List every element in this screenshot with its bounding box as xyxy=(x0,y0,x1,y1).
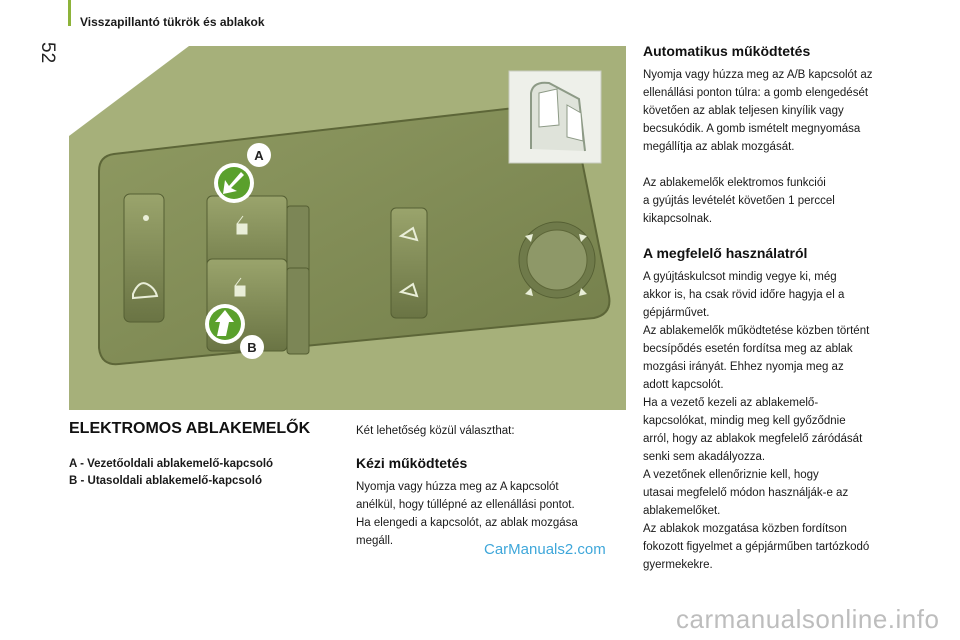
text-line: arról, hogy az ablakok megfelelő záródását xyxy=(643,433,863,445)
legend-item-b: B - Utasoldali ablakemelő-kapcsoló xyxy=(69,475,263,487)
legend-item-a: A - Vezetőoldali ablakemelő-kapcsoló xyxy=(69,458,274,470)
text-line: adott kapcsolót. xyxy=(643,379,724,391)
text-line: kikapcsolnak. xyxy=(643,213,713,225)
lock-switch xyxy=(124,194,164,322)
switch-panel-drawing xyxy=(69,46,626,410)
indicator-dot xyxy=(143,215,149,221)
intro-text: Két lehetőség közül választhat: xyxy=(356,425,515,437)
text-line: Ha a vezető kezeli az ablakemelő- xyxy=(643,397,819,409)
text-line: Az ablakok mozgatása közben fordítson xyxy=(643,523,847,535)
text-line: megáll. xyxy=(356,535,394,547)
text-line: anélkül, hogy túllépné az ellenállási pontot. xyxy=(356,499,575,511)
right-column xyxy=(643,42,923,574)
label-a: A xyxy=(254,148,264,163)
text-line: gépjárművet. xyxy=(643,307,710,319)
legend xyxy=(69,456,339,490)
text-line: utasai megfelelő módon használják-e az xyxy=(643,487,849,499)
text-line: gyermekekre. xyxy=(643,559,713,571)
middle-column xyxy=(356,422,621,550)
manual-operation-text xyxy=(356,478,621,550)
electric-function-text xyxy=(643,174,923,228)
text-line: becsípődés esetén fordítsa meg az ablak xyxy=(643,343,853,355)
text-line: akkor is, ha csak rövid időre hagyja el a xyxy=(643,289,845,301)
page-number: 52 xyxy=(37,42,58,64)
automatic-operation-title: Automatikus működtetés xyxy=(643,43,811,59)
page-title: ELEKTROMOS ABLAKEMELŐK xyxy=(69,420,311,437)
label-b-badge xyxy=(240,335,264,359)
text-line: ellenállási ponton túlra: a gomb elengedését xyxy=(643,87,869,99)
proper-use-title: A megfelelő használatról xyxy=(643,245,808,261)
text-line: Az ablakemelők elektromos funkciói xyxy=(643,177,826,189)
manual-operation-title: Kézi működtetés xyxy=(356,455,468,471)
label-a-badge xyxy=(247,143,271,167)
van-thumbnail xyxy=(509,71,601,163)
window-switch-illustration xyxy=(69,46,626,410)
automatic-operation-text xyxy=(643,66,923,156)
text-line: kapcsolókat, mindig meg kell győződnie xyxy=(643,415,846,427)
text-line: becsukódik. A gomb ismételt megnyomása xyxy=(643,123,861,135)
text-line: ablakemelőket. xyxy=(643,505,721,517)
text-line: Az ablakemelők működtetése közben történt xyxy=(643,325,870,337)
text-line: Nyomja vagy húzza meg az A kapcsolót xyxy=(356,481,559,493)
text-line: Ha elengedi a kapcsolót, az ablak mozgása xyxy=(356,517,578,529)
text-line: Nyomja vagy húzza meg az A/B kapcsolót az xyxy=(643,69,873,81)
text-line: követően az ablak teljesen kinyílik vagy xyxy=(643,105,844,117)
carmanuals-watermark[interactable]: CarManuals2.com xyxy=(484,541,606,558)
arrow-down-icon xyxy=(214,163,254,203)
label-b: B xyxy=(247,340,257,355)
text-line: mozgási irányát. Ehhez nyomja meg az xyxy=(643,361,844,373)
proper-use-text xyxy=(643,268,923,574)
switch-side-block-bottom xyxy=(287,268,309,354)
text-line: A gyújtáskulcsot mindig vegye ki, még xyxy=(643,271,837,283)
mirror-adjust-knob xyxy=(527,230,587,290)
text-line: fokozott figyelmet a gépjárműben tartózkodó xyxy=(643,541,870,553)
corner-cut xyxy=(69,46,189,136)
arrow-up-icon xyxy=(205,304,245,344)
left-column xyxy=(69,420,339,490)
mirror-fold-switch xyxy=(391,208,427,318)
header-accent-bar xyxy=(68,0,71,26)
section-title: Visszapillantó tükrök és ablakok xyxy=(80,15,265,29)
text-line: senki sem akadályozza. xyxy=(643,451,766,463)
site-watermark[interactable]: carmanualsonline.info xyxy=(676,604,940,634)
text-line: megállítja az ablak mozgását. xyxy=(643,141,795,153)
text-line: a gyújtás levételét követően 1 perccel xyxy=(643,195,835,207)
text-line: A vezetőnek ellenőriznie kell, hogy xyxy=(643,469,819,481)
